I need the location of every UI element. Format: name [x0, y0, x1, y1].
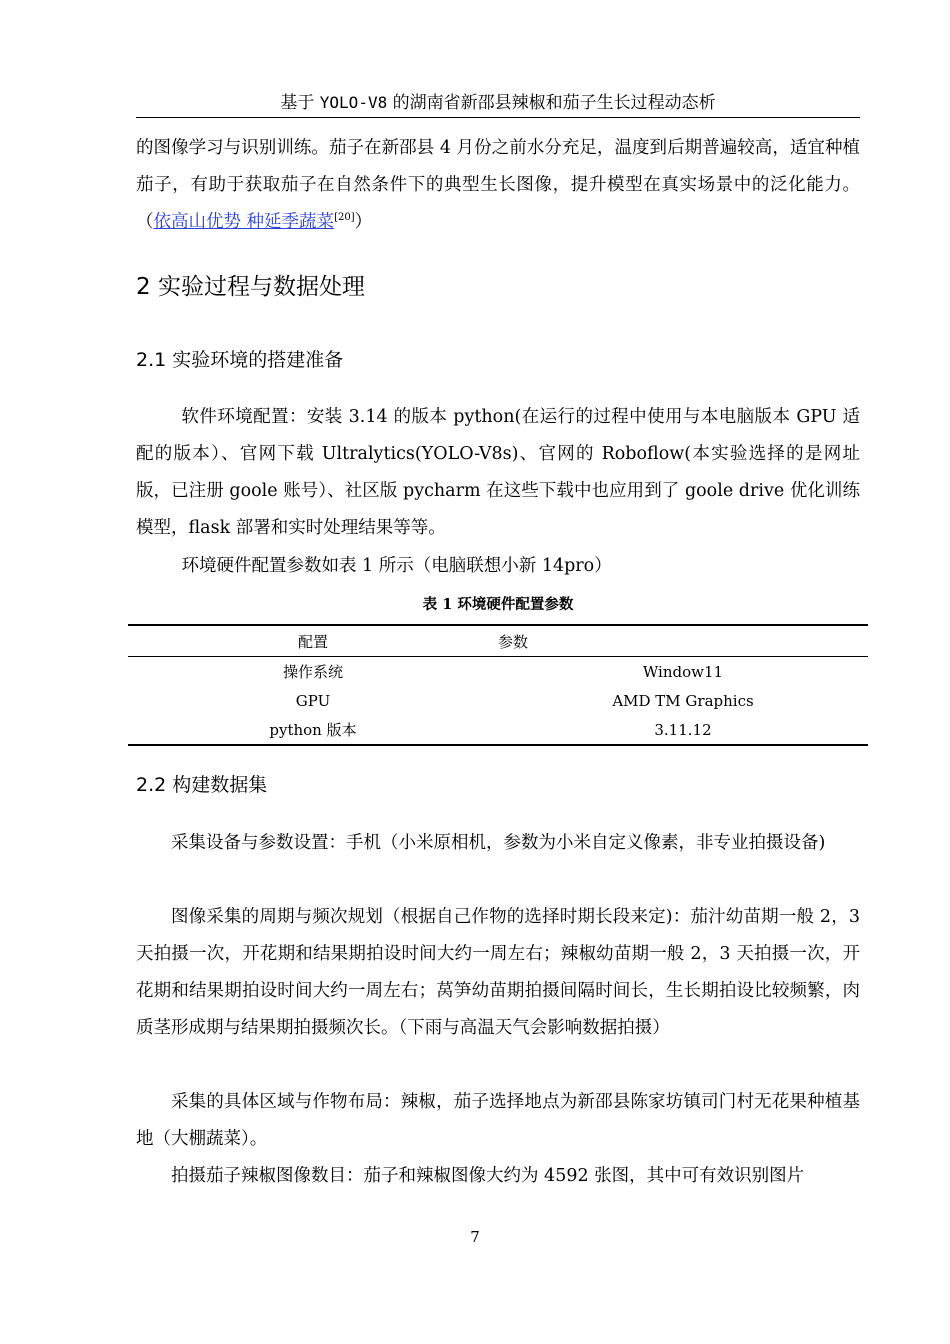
table-header-config: 配置 [128, 625, 498, 657]
table-cell: 操作系统 [282, 663, 343, 681]
header-prefix: 基于 [280, 93, 320, 113]
schedule-paragraph: 图像采集的周期与频次规划（根据自己作物的选择时期长段来定)：茄汁幼苗期一般 2，3 天拍摄一次，开花期和结果期拍设时间大约一周左右；辣椒幼苗期一般 2，3 天拍摄一次，开花期和结果期拍设时间大约一周左右；莴笋幼苗期拍摄间隔时间长，生长期拍设比较频繁，肉质茎形成期与结果期拍摄频次长。（下雨与高温天气会影响数据拍摄） [136, 907, 860, 1038]
intro-text: 的图像学习与识别训练。茄子在新邵县 4 月份之前水分充足，温度到后期普遍较高，适宜种植茄子，有助于获取茄子在自然条件下的典型生长图像，提升模型在真实场景中的泛化能力。（ [136, 138, 860, 232]
header-code: YOLO-V8 [319, 93, 388, 112]
table-cell: Window11 [642, 662, 724, 681]
image-count-paragraph: 拍摄茄子辣椒图像数目：茄子和辣椒图像大约为 4592 张图，其中可有效识别图片 [171, 1166, 805, 1186]
section-2-2-title: 2.2 构建数据集 [136, 774, 268, 796]
table-cell: GPU [295, 691, 331, 710]
hardware-config-paragraph: 环境硬件配置参数如表 1 所示（电脑联想小新 14pro） [181, 556, 612, 576]
table-row [128, 686, 868, 715]
table-row [128, 657, 868, 687]
table-cell: AMD TM Graphics [612, 691, 754, 710]
page-number: 7 [470, 1228, 480, 1246]
table-header-param: 参数 [498, 625, 868, 657]
header-suffix: 的湖南省新邵县辣椒和茄子生长过程动态析 [387, 93, 716, 113]
software-config-paragraph: 软件环境配置：安装 3.14 的版本 python(在运行的过程中使用与本电脑版本 GPU 适配的版本）、官网下载 Ultralytics(YOLO-V8s)、官网的 Roboflow(本实验选择的是网址版，已注册 goole 账号）、社区版 pycharm 在这些下载中也应用到了 goole drive 优化训练模型，flask 部署和实时处理结果等等。 [136, 407, 860, 538]
table-cell: python 版本 [269, 721, 357, 739]
device-paragraph: 采集设备与参数设置：手机（小米原相机，参数为小米自定义像素，非专业拍摄设备) [171, 833, 826, 853]
running-header [136, 92, 860, 118]
section-2-title: 2 实验过程与数据处理 [136, 274, 365, 300]
table-header-row [128, 625, 868, 657]
location-paragraph: 采集的具体区域与作物布局：辣椒，茄子选择地点为新邵县陈家坊镇司门村无花果种植基地（大棚蔬菜）。 [136, 1092, 860, 1149]
section-2-1-title: 2.1 实验环境的搭建准备 [136, 349, 344, 371]
table-row [128, 715, 868, 745]
table-caption: 表 1 环境硬件配置参数 [422, 596, 574, 613]
intro-paragraph [136, 130, 860, 241]
hardware-table [128, 624, 868, 746]
reference-link[interactable]: 依高山优势 种延季蔬菜 [153, 212, 335, 232]
citation-marker[interactable]: [20] [334, 212, 355, 224]
intro-close: ） [354, 212, 373, 232]
table-cell: 3.11.12 [654, 720, 712, 739]
